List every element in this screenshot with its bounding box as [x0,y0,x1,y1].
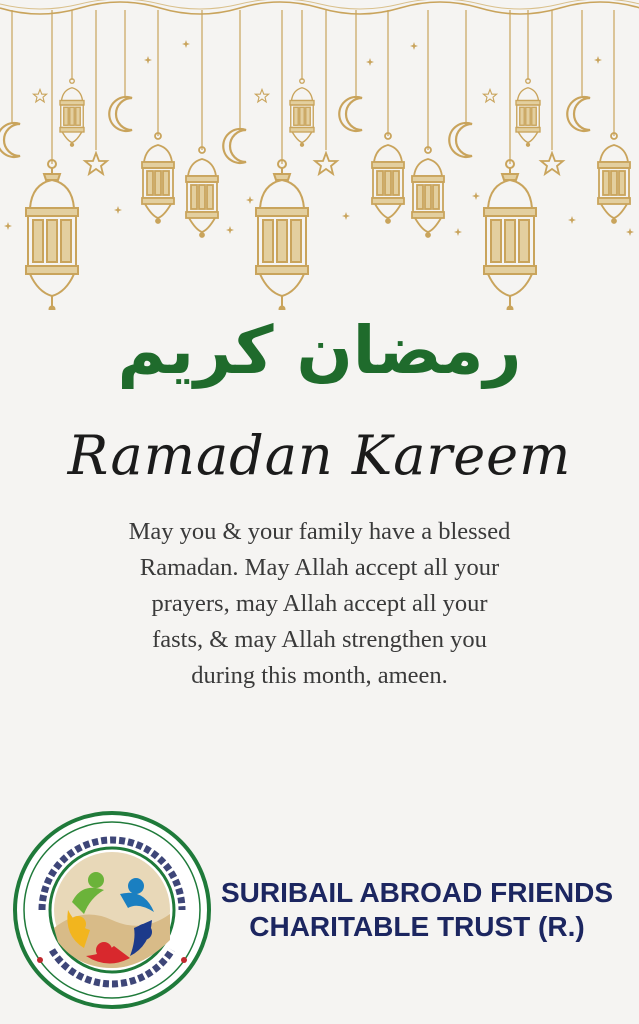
message-line: fasts, & may Allah strengthen you [152,626,487,653]
message-line: prayers, may Allah accept all your [151,590,488,617]
lantern-decoration [0,0,639,310]
arabic-title: رمضان كريم [117,312,522,389]
message-line: during this month, ameen. [191,662,448,689]
greeting-message [95,514,544,694]
trust-logo [12,810,212,1010]
message-line: May you & your family have a blessed [128,518,511,545]
organization-name [212,876,622,944]
message-line: Ramadan. May Allah accept all your [139,554,500,581]
english-title: Ramadan Kareem [67,424,572,487]
organization-name-line2: CHARITABLE TRUST (R.) [249,911,585,942]
organization-name-line1: SURIBAIL ABROAD FRIENDS [220,877,613,908]
